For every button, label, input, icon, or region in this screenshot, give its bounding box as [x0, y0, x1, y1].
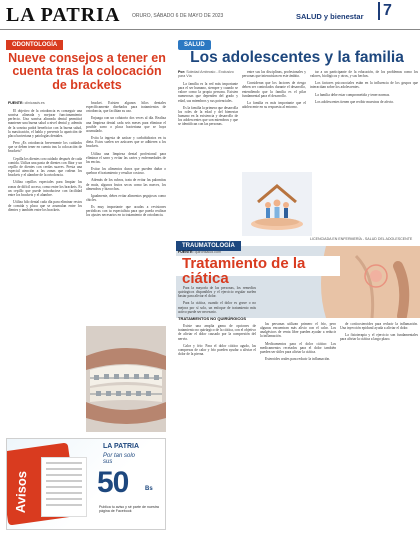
article-source — [8, 101, 45, 105]
article-column-1 — [178, 286, 256, 530]
paragraph: Utiliza una limpieza dental profesional para eliminar el sarro y evitar las caries y enfermedades de las encías. — [86, 151, 166, 164]
article-column-2 — [242, 70, 306, 170]
newspaper-logo: LA PATRIA — [6, 4, 121, 26]
paragraph: Es la familia la primera que desarrolla los roles de la edad y del bienestar humano en la existencia y desarrollo de los adolescentes que son miembros y que se identifican con las personas. — [178, 105, 238, 127]
headline-adolescentes: Los adolescentes y la familia — [190, 49, 404, 66]
paragraph: La fisioterapia y el ejercicio son fundamentales para aliviar la ciática a largo plazo. — [340, 333, 418, 342]
byline-value: Soledad Ambrosio - Exclusivo para Vía — [178, 70, 234, 78]
ad-newspaper-sheet — [41, 457, 87, 517]
headline-brackets: Nueve consejos a tener en cuenta tras la colocación de brackets — [8, 51, 166, 92]
photo-braces — [86, 326, 166, 432]
paragraph: Además de los rubros, trata de evitar las palomitas de maíz, algunos frutos secos como las nueces, los almendros y bizcochos. — [86, 178, 166, 191]
dateline: ORURO, SÁBADO 6 DE MAYO DE 2023 — [132, 13, 224, 19]
paragraph: El objetivo de la ortodoncia es conseguir una sonrisa alineada y mejorar funcionamiento perfecto. Una sonrisa alineada dental permitirá mantener una buena salud a nivel dental y, además de la sonrisa podrá beneficiar con la buena salud, la masticación, el habla y prevenir la aparición de placa bacteriana y patologías dentales. — [8, 109, 82, 138]
paragraph: Existe una amplia gama de opciones de tratamiento no quirúrgico de la ciática, con el objetivo de aliviar el dolor causado por la compresión del nervio. — [178, 324, 256, 341]
paragraph: Los factores psicosociales están en la influencia de los grupos que interactúan sobre los adolescentes. — [310, 81, 418, 90]
paragraph: Calor y frío: Para el dolor ciático agudo, las compresas de calor y frío pueden ayudar a aliviar el dolor de la pierna. — [178, 343, 256, 357]
article-column-3 — [310, 70, 418, 235]
ad-text-line1: Por tan solo — [103, 453, 136, 459]
paragraph: bracket. Existen algunos hilos dentales específicamente diseñados para tratamientos de ortodoncia, que facilitan su uso. — [86, 101, 166, 114]
paragraph: Cepilla los dientes con cuidado después de cada comida. Utiliza una pasta de dientes con flúor y un cepillo de dientes con cerdas suaves. Presta una especial atención a las zonas que rodean los brackets y el alambre de la ortodoncia. — [8, 156, 82, 178]
section-tag-salud: SALUD — [178, 40, 211, 50]
article-column-2 — [86, 101, 166, 323]
photo-family-illustration — [242, 172, 312, 236]
ad-text-line2: sus — [103, 459, 113, 465]
braces-image — [86, 326, 166, 432]
paragraph: tar a un participante de la educación, de los problemas como los valores, biológicos y otros, y sus hechos. — [310, 70, 418, 79]
paragraph: Para la mayoría de las personas, los remedios quirúrgicos disponibles y el ejercicio regular suelen bastar para aliviar el dolor. — [178, 286, 256, 299]
paragraph: Consideran que los factores de riesgo deben ser controlados durante el desarrollo, entendiendo que la familia es el pilar fundamental para el desarrollo. — [242, 81, 306, 98]
ad-currency: Bs — [145, 486, 153, 492]
ad-logo: LA PATRIA — [103, 443, 140, 450]
paragraph: La familia es más importante que el adolescente en su respuesta al entorno. — [242, 100, 306, 110]
ad-side-word: Avisos — [12, 470, 30, 514]
paragraph: Evitar los alimentos duros que pueden dañar o quebrar el tratamiento y resultar costoso. — [86, 167, 166, 176]
headline-ciatica: Tratamiento de la ciática — [176, 256, 340, 276]
source-value: clinicasdv.es — [24, 101, 45, 105]
source-label: FUENTE: — [8, 101, 24, 105]
subheading: TRATAMIENTOS NO QUIRÚRGICOS — [178, 315, 246, 321]
paragraph: Igualmente, debes evitar alimentos pegajosos como chicles. — [86, 193, 166, 202]
classified-ad[interactable] — [6, 438, 166, 530]
masthead — [0, 0, 420, 30]
article-column-3 — [340, 322, 418, 530]
paragraph: Es muy importante que acudas a revisiones periódicas con tu especialista para que pueda realizar los ajustes necesarios en tu tratamiento de ortodoncia. — [86, 205, 166, 218]
article-column-1 — [178, 82, 238, 242]
paragraph: Utiliza cepillos especiales para limpiar las zonas de difícil acceso, como entre los brackets. Es un cepillo que puede introducirse con facilidad entre los brackets y el alambre. — [8, 180, 82, 197]
source-label: FUENTE: — [178, 250, 194, 254]
author-credit: LICENCIADA EN ENFERMERÍA - SALUD DEL ADOLESCENTE — [310, 237, 413, 241]
paragraph: entre sus las disciplinas, profesionales y personas que interactúan en este ámbito. — [242, 70, 306, 79]
ad-small-text: Publica tu aviso y sé parte de nuestra página de Facebook — [99, 505, 159, 513]
source-value: quirónsalud.com — [194, 250, 221, 254]
paragraph: La familia es la red más importante para el ser humano, siempre y cuando se valore como la propia persona. Existen numerosas que dependen del grado y edad, sus miembros y sus potenciales. — [178, 82, 238, 103]
paragraph: Evita la ingesta de azúcar y carbohidratos en tu dieta. Estos suelen ser azúcares que se adhieren a los brackets. — [86, 136, 166, 149]
byline-label: Por: — [178, 70, 186, 74]
paragraph: Utiliza hilo dental cada día para eliminar restos de comida y placa que se acumulan entre los dientes y también entre los brackets. — [8, 199, 82, 213]
article-byline — [178, 70, 238, 78]
paragraph: de corticosteroides para reducir la inflamación. Una inyección epidural ayuda a aliviar el dolor. — [340, 322, 418, 331]
paragraph: las personas utilizan primero el frío, pero algunas encuentran más alivio con el calor. Los analgésicos de venta libre pueden ayudar a reducir la inflamación. — [260, 322, 336, 339]
paragraph: Medicamentos para el dolor ciático: Los medicamentos recetados para el dolor también pueden ser útiles para aliviar la ciática. — [260, 341, 336, 354]
paragraph: Pero ¿Es ortodoncia brevemente los cuidados que se deben tener en cuenta tras la colocación de brackets? — [8, 141, 82, 154]
article-column-2 — [260, 322, 336, 530]
ad-price: 50 — [97, 466, 129, 499]
section-title: SALUD y bienestar — [296, 12, 364, 21]
article-source — [178, 250, 221, 254]
article-column-1 — [8, 109, 82, 431]
paragraph: Para la ciática, cuando el dolor es grave o no mejora por sí solo, un enfoque de tratamiento más activo puede ser necesario. — [178, 301, 256, 314]
section-tag-odontologia: ODONTOLOGÍA — [6, 40, 63, 50]
section-tag-traumatologia: TRAUMATOLOGÍA — [176, 241, 241, 251]
paragraph: Enjuaga con un colutorio dos veces al día. Realiza una limpieza dental cada seis meses para eliminar el posible sarro o placa bacteriana que se haya acumulado. — [86, 116, 166, 133]
paragraph: Los adolescentes tienen que recibir muestras de afecto. — [315, 99, 395, 104]
family-house-illustration — [242, 172, 312, 236]
paragraph: La familia debe estar comprometida y tener normas. — [315, 92, 391, 97]
paragraph: Esteroides orales para reducir la inflamación. — [265, 357, 331, 362]
page-number: 7 — [378, 2, 392, 20]
